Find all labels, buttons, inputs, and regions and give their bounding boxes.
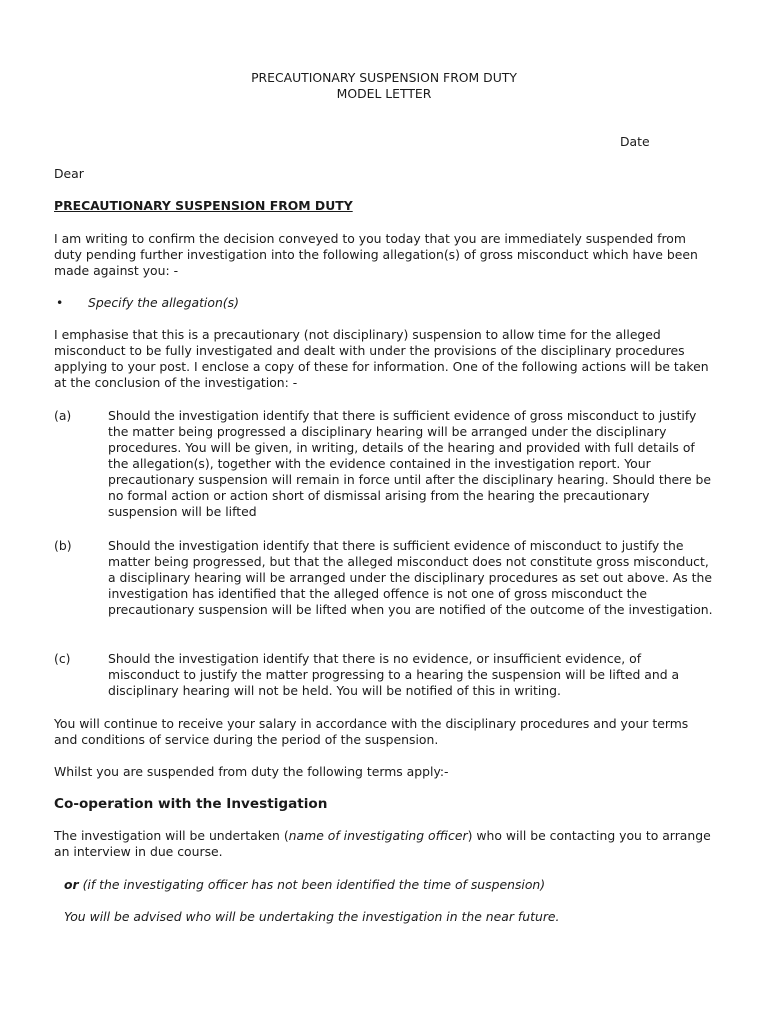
- investigation-text-before: The investigation will be undertaken (: [54, 828, 289, 843]
- salutation: Dear: [54, 166, 84, 181]
- emphasise-paragraph: I emphasise that this is a precautionary (not disciplinary) suspension to allow time for the alleged misconduct to be fully investigated and dealt with under the provisions of the disciplinary procedures applying to your post. I enclose a copy of these for information. One of the following actions will be taken at the conclusion of the investigation: -: [54, 327, 709, 390]
- list-item-label: (b): [54, 538, 72, 553]
- date-label: Date: [620, 134, 650, 149]
- bullet-symbol: •: [56, 295, 64, 310]
- or-word: or: [64, 877, 79, 892]
- list-item-text: Should the investigation identify that there is sufficient evidence of gross misconduct to justify the matter being progressed a disciplinary hearing will be arranged under the disciplinary procedures. You will be given, in writing, details of the hearing and provided with full details of the allegation(s), together with the evidence contained in the investigation report. Your precautionary suspension will remain in force until after the disciplinary hearing. Should there be no formal action or action short of dismissal arising from the hearing the precautionary suspension will be lifted: [108, 408, 712, 519]
- investigation-text-after: ) who will be contacting you to arrange an interview in due course.: [54, 828, 711, 859]
- title-line-2: MODEL LETTER: [336, 86, 432, 101]
- title-line-1: PRECAUTIONARY SUSPENSION FROM DUTY: [251, 70, 517, 85]
- advise-line: You will be advised who will be undertaking the investigation in the near future.: [64, 909, 560, 924]
- or-line-text: (if the investigating officer has not been identified the time of suspension): [78, 877, 546, 892]
- investigation-paragraph: [54, 828, 714, 860]
- list-item-text: Should the investigation identify that there is sufficient evidence of misconduct to justify the matter being progressed, but that the alleged misconduct does not constitute gross misconduct, a disciplinary hearing will be arranged under the disciplinary procedures as set out above. As the investigation has identified that the alleged offence is not one of gross misconduct the precautionary suspension will be lifted when you are notified of the outcome of the investigation.: [108, 538, 713, 617]
- list-item-label: (c): [54, 651, 71, 666]
- section-heading: Co-operation with the Investigation: [54, 796, 328, 812]
- intro-paragraph: I am writing to confirm the decision conveyed to you today that you are immediately suspended from duty pending further investigation into the following allegation(s) of gross misconduct which have been made against you: -: [54, 231, 698, 278]
- investigating-officer-placeholder: name of investigating officer: [288, 828, 468, 843]
- salary-paragraph: You will continue to receive your salary in accordance with the disciplinary procedures and your terms and conditions of service during the period of the suspension.: [54, 716, 689, 747]
- whilst-paragraph: Whilst you are suspended from duty the following terms apply:-: [54, 764, 449, 779]
- list-item-label: (a): [54, 408, 72, 423]
- list-item-text: Should the investigation identify that there is no evidence, or insufficient evidence, of misconduct to justify the matter progressing to a hearing the suspension will be lifted and a disciplinary hearing will not be held. You will be notified of this in writing.: [108, 651, 680, 698]
- subject-heading: PRECAUTIONARY SUSPENSION FROM DUTY: [54, 198, 353, 213]
- bullet-allegation: Specify the allegation(s): [88, 295, 239, 310]
- or-line: [64, 877, 545, 893]
